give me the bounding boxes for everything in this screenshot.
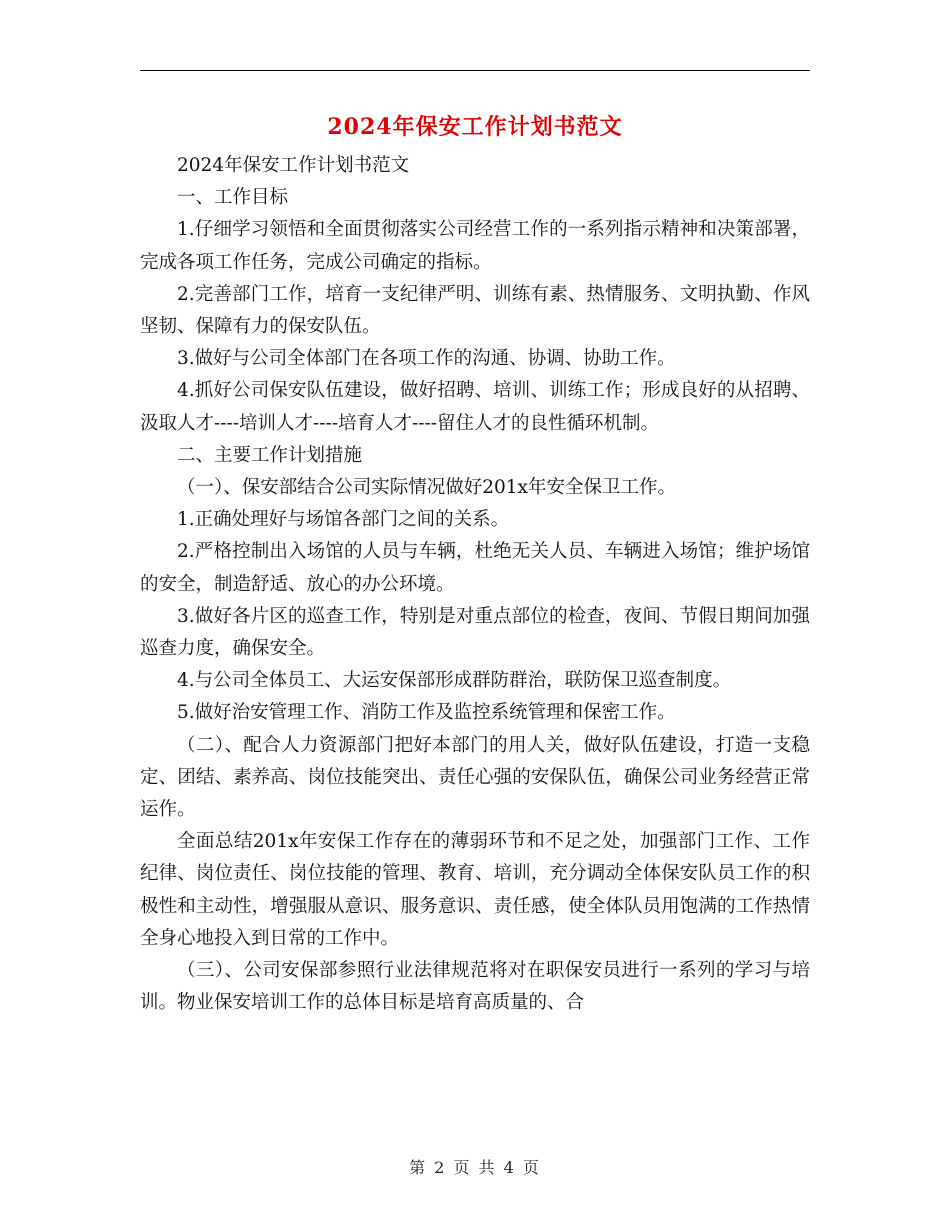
paragraph: 2.完善部门工作，培育一支纪律严明、训练有素、热情服务、文明执勤、作风坚韧、保障有力的保安队伍。 xyxy=(140,283,810,338)
paragraph: （三）、公司安保部参照行业法律规范将对在职保安员进行一系列的学习与培训。物业保安培训工作的总体目标是培育高质量的、合 xyxy=(140,960,810,1014)
heading-work-goals: 一、工作目标 xyxy=(177,187,289,209)
paragraph: 3.做好各片区的巡查工作，特别是对重点部位的检查，夜间、节假日期间加强巡查力度，确保安全。 xyxy=(140,605,810,660)
paragraph: 5.做好治安管理工作、消防工作及监控系统管理和保密工作。 xyxy=(177,702,676,724)
heading-main-measures: 二、主要工作计划措施 xyxy=(177,444,363,466)
paragraph: 全面总结201x年安保工作存在的薄弱环节和不足之处，加强部门工作、工作纪律、岗位责任、岗位技能的管理、教育、培训，充分调动全体保安队员工作的积极性和主动性，增强服从意识、服务意识、责任感，使全体队员用饱满的工作热情全身心地投入到日常的工作中。 xyxy=(140,831,810,949)
paragraph: 4.与公司全体员工、大运安保部形成群防群治，联防保卫巡查制度。 xyxy=(177,670,732,692)
paragraph: 3.做好与公司全体部门在各项工作的沟通、协调、协助工作。 xyxy=(177,348,676,370)
paragraph: 4.抓好公司保安队伍建设，做好招聘、培训、训练工作；形成良好的从招聘、汲取人才----培训人才----培育人才----留住人才的良性循环机制。 xyxy=(140,380,810,434)
document-body xyxy=(140,150,810,1019)
paragraph: 1.正确处理好与场馆各部门之间的关系。 xyxy=(177,509,510,531)
paragraph-subtitle: 2024年保安工作计划书范文 xyxy=(177,155,410,176)
paragraph: 2.严格控制出入场馆的人员与车辆，杜绝无关人员、车辆进入场馆；维护场馆的安全，制造舒适、放心的办公环境。 xyxy=(140,541,810,595)
paragraph: （一）、保安部结合公司实际情况做好201x年安全保卫工作。 xyxy=(177,477,676,499)
page-number-footer: 第 2 页 共 4 页 xyxy=(409,1158,541,1177)
paragraph: 1.仔细学习领悟和全面贯彻落实公司经营工作的一系列指示精神和决策部署，完成各项工作任务，完成公司确定的指标。 xyxy=(140,219,810,273)
document-title: 2024年保安工作计划书范文 xyxy=(327,114,623,140)
paragraph: （二）、配合人力资源部门把好本部门的用人关，做好队伍建设，打造一支稳定、团结、素养高、岗位技能突出、责任心强的安保队伍，确保公司业务经营正常运作。 xyxy=(140,734,810,821)
header-rule xyxy=(140,70,810,71)
